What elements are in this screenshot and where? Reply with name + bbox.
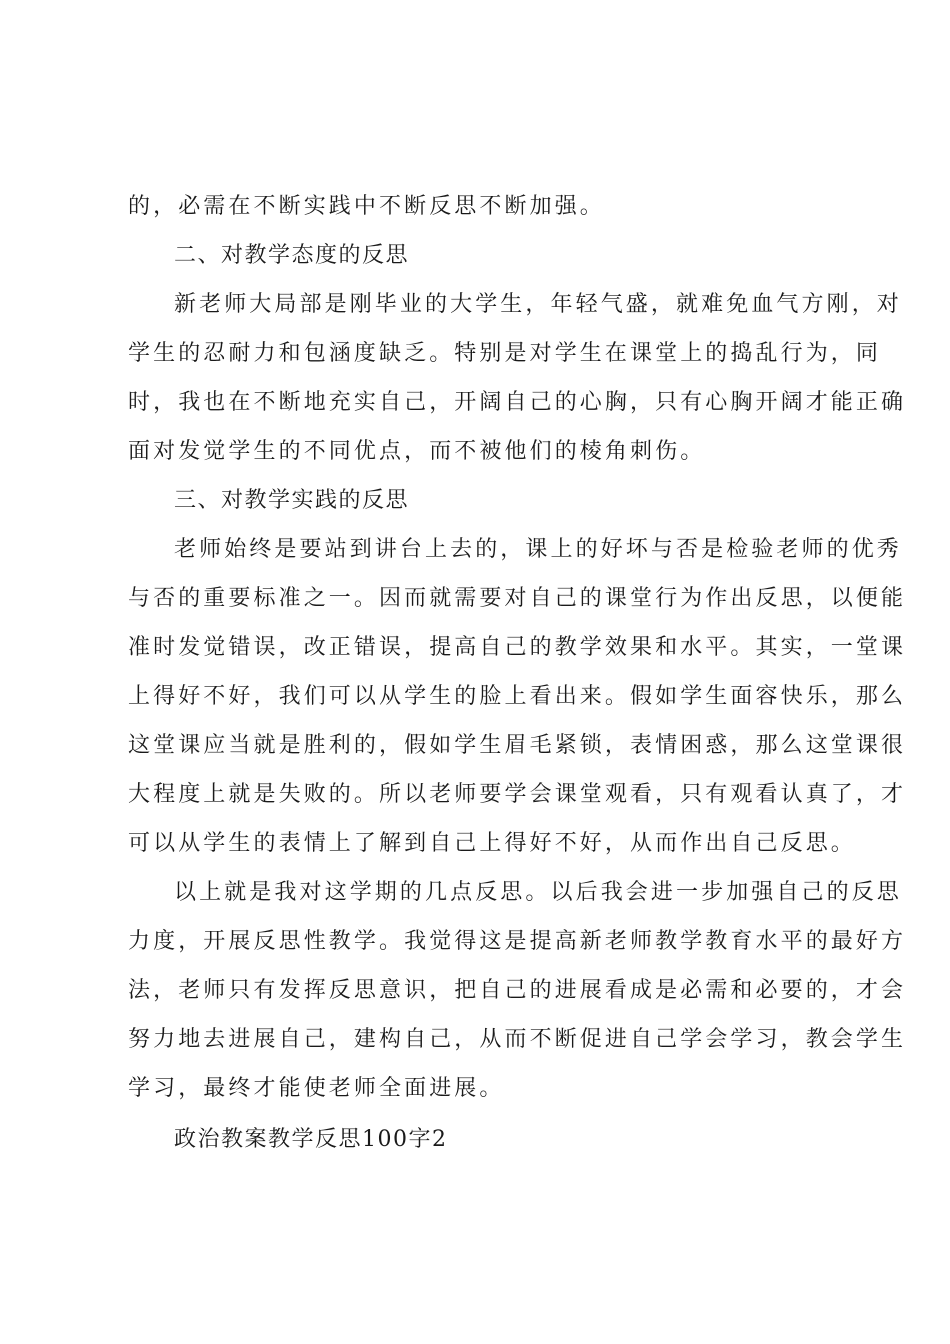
paragraph-intro-tail — [128, 184, 830, 233]
text-line: 老师始终是要站到讲台上去的，课上的好坏与否是检验老师的优秀 — [174, 537, 902, 562]
text-line: 力度，开展反思性教学。我觉得这是提高新老师教学教育水平的最好方 — [128, 929, 907, 954]
text-line: 与否的重要标准之一。因而就需要对自己的课堂行为作出反思，以便能 — [128, 586, 907, 611]
text-line: 时，我也在不断地充实自己，开阔自己的心胸，只有心胸开阔才能正确 — [128, 390, 907, 415]
text-line: 学生的忍耐力和包涵度缺乏。特别是对学生在课堂上的捣乱行为，同 — [128, 341, 882, 366]
next-section-title — [128, 1117, 830, 1166]
heading-text: 二、对教学态度的反思 — [174, 243, 410, 268]
text-line: 法，老师只有发挥反思意识，把自己的进展看成是必需和必要的，才会 — [128, 978, 907, 1003]
text-line: 上得好不好，我们可以从学生的脸上看出来。假如学生面容快乐，那么 — [128, 684, 907, 709]
text-line: 面对发觉学生的不同优点，而不被他们的棱角刺伤。 — [128, 439, 706, 464]
title-text: 政治教案教学反思100字2 — [174, 1127, 448, 1152]
section-heading-practice — [128, 478, 830, 527]
paragraph-conclusion — [128, 870, 907, 1115]
section-heading-attitude — [128, 233, 830, 282]
text-line: 准时发觉错误，改正错误，提高自己的教学效果和水平。其实，一堂课 — [128, 635, 907, 660]
text-line: 这堂课应当就是胜利的，假如学生眉毛紧锁，表情困惑，那么这堂课很 — [128, 733, 907, 758]
paragraph-practice — [128, 527, 907, 870]
text-line: 新老师大局部是刚毕业的大学生，年轻气盛，就难免血气方刚，对 — [174, 292, 902, 317]
text-line: 以上就是我对这学期的几点反思。以后我会进一步加强自己的反思 — [174, 880, 902, 905]
text-line: 学习，最终才能使老师全面进展。 — [128, 1076, 505, 1101]
heading-text: 三、对教学实践的反思 — [174, 488, 410, 513]
text-line: 努力地去进展自己，建构自己，从而不断促进自己学会学习，教会学生 — [128, 1027, 907, 1052]
text-line: 可以从学生的表情上了解到自己上得好不好，从而作出自己反思。 — [128, 831, 856, 856]
text-line: 大程度上就是失败的。所以老师要学会课堂观看，只有观看认真了，才 — [128, 782, 907, 807]
paragraph-attitude — [128, 282, 907, 478]
text-line: 的，必需在不断实践中不断反思不断加强。 — [128, 194, 605, 219]
